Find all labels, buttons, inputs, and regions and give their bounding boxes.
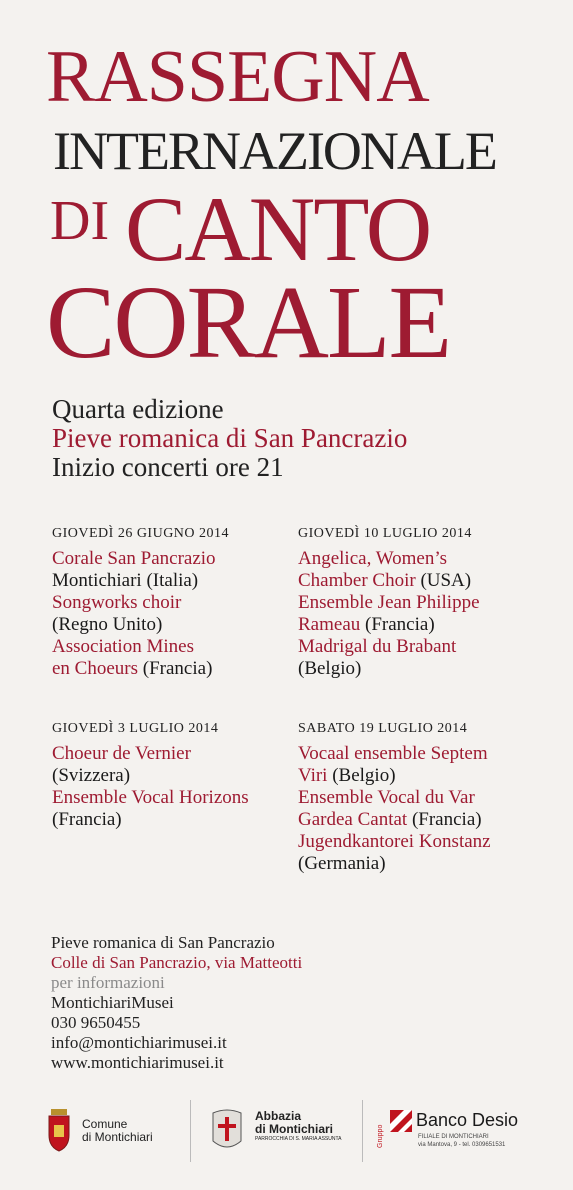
banco-desio-logo-icon xyxy=(390,1110,412,1132)
concert-date: GIOVEDÌ 26 GIUGNO 2014 xyxy=(52,526,230,541)
banco-desio-name: Banco Desio xyxy=(416,1110,519,1130)
info-address: Colle di San Pancrazio, via Matteotti xyxy=(51,953,303,972)
list-item: Choeur de Vernier xyxy=(52,743,191,764)
banco-desio-branch: FILIALE DI MONTICHIARI via Mantova, 9 - tel. 0309651531 xyxy=(418,1134,506,1148)
info-label: per informazioni xyxy=(51,973,165,992)
edition-text: Quarta edizione xyxy=(52,394,224,424)
list-item: en Choeurs (Francia) xyxy=(52,658,213,679)
concert-date: GIOVEDÌ 3 LUGLIO 2014 xyxy=(52,721,219,736)
concert-date: GIOVEDÌ 10 LUGLIO 2014 xyxy=(298,526,472,541)
list-item: Montichiari (Italia) xyxy=(52,570,199,591)
venue-text: Pieve romanica di San Pancrazio xyxy=(52,423,408,453)
comune-logo-text: Comune di Montichiari xyxy=(82,1117,153,1144)
list-item: Madrigal du Brabant xyxy=(298,636,457,657)
list-item: (Svizzera) xyxy=(52,765,131,786)
title-di: DI xyxy=(50,190,110,252)
list-item: (Germania) xyxy=(298,853,386,874)
title-canto: CANTO xyxy=(125,178,431,280)
info-section xyxy=(51,933,302,1073)
list-item: Jugendkantorei Konstanz xyxy=(298,831,491,852)
info-org: MontichiariMusei xyxy=(51,993,174,1012)
comune-crest-icon xyxy=(46,1107,72,1153)
list-item: Angelica, Women’s xyxy=(298,548,448,569)
concert-block-3-luglio xyxy=(52,718,249,831)
list-item: Corale San Pancrazio xyxy=(52,548,216,569)
info-place: Pieve romanica di San Pancrazio xyxy=(51,933,275,952)
info-phone[interactable]: 030 9650455 xyxy=(51,1013,141,1032)
footer-divider xyxy=(362,1100,363,1162)
list-item: Vocaal ensemble Septem xyxy=(298,743,488,764)
concert-block-26-giugno xyxy=(52,523,229,680)
list-item: Association Mines xyxy=(52,636,194,657)
concert-block-19-luglio xyxy=(298,718,491,875)
abbazia-emblem-icon xyxy=(207,1107,247,1153)
list-item: Gardea Cantat (Francia) xyxy=(298,809,482,830)
list-item: Chamber Choir (USA) xyxy=(298,570,472,591)
list-item: Ensemble Vocal du Var xyxy=(298,787,475,808)
list-item: (Francia) xyxy=(52,809,122,830)
start-time-text: Inizio concerti ore 21 xyxy=(52,452,284,482)
title-corale: CORALE xyxy=(46,265,450,380)
footer-divider xyxy=(190,1100,191,1162)
concert-block-10-luglio xyxy=(298,523,480,680)
abbazia-logo-text: Abbazia di Montichiari PARROCCHIA DI S. MARIA ASSUNTA xyxy=(255,1109,342,1142)
list-item: Rameau (Francia) xyxy=(298,614,435,635)
list-item: Ensemble Vocal Horizons xyxy=(52,787,249,808)
list-item: Songworks choir xyxy=(52,592,182,613)
title-rassegna: RASSEGNA xyxy=(46,36,429,118)
info-email-link[interactable]: info@montichiarimusei.it xyxy=(51,1033,227,1052)
gruppo-label: Gruppo xyxy=(377,1124,384,1148)
list-item: Ensemble Jean Philippe xyxy=(298,592,480,613)
list-item: (Belgio) xyxy=(298,658,362,679)
title-internazionale: INTERNAZIONALE xyxy=(53,121,496,181)
list-item: (Regno Unito) xyxy=(52,614,163,635)
info-website-link[interactable]: www.montichiarimusei.it xyxy=(51,1053,224,1072)
concert-date: SABATO 19 LUGLIO 2014 xyxy=(298,721,468,736)
list-item: Viri (Belgio) xyxy=(298,765,396,786)
